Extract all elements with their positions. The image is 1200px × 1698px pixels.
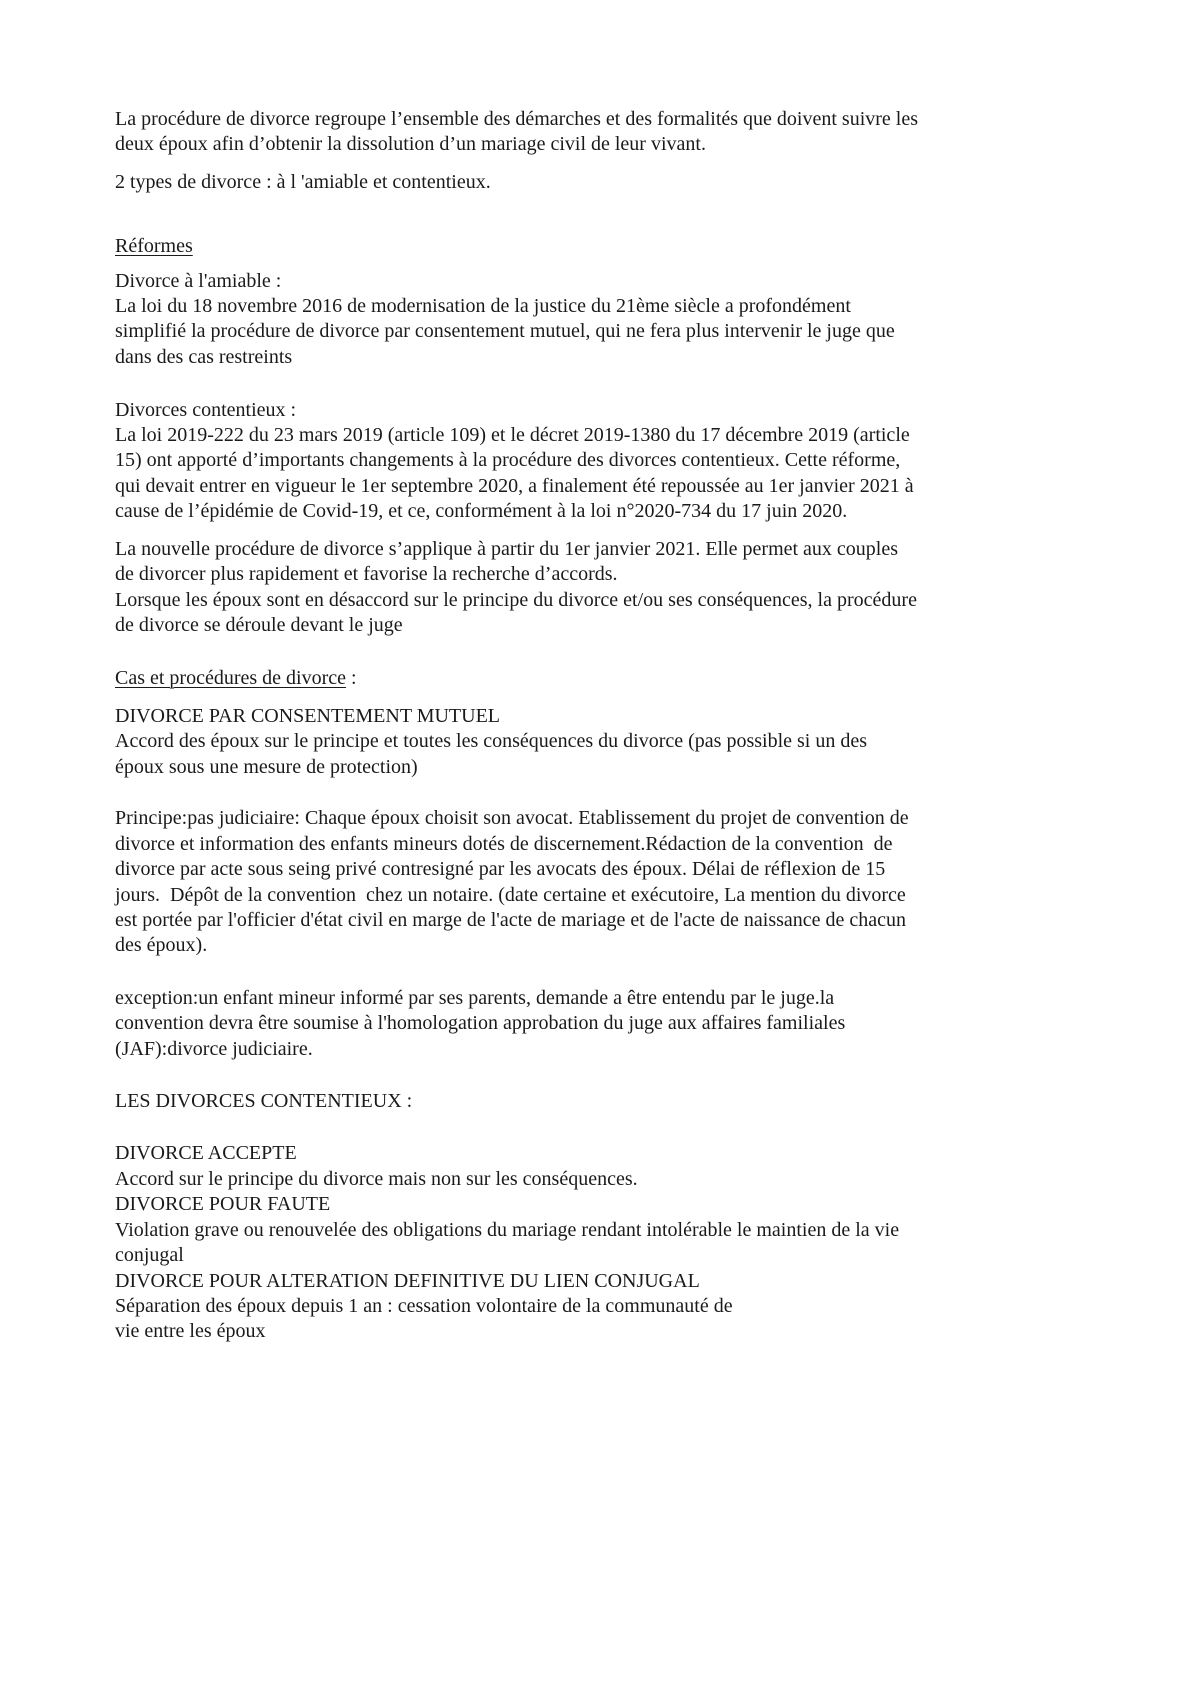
nouvelle-line: de divorce se déroule devant le juge	[115, 614, 403, 636]
nouvelle-line: Lorsque les époux sont en désaccord sur le principe du divorce et/ou ses conséquences, la procédure	[115, 589, 917, 611]
principe-line: des époux).	[115, 934, 208, 956]
accepte-text: Accord sur le principe du divorce mais non sur les conséquences.	[115, 1168, 638, 1190]
amiable-line: simplifié la procédure de divorce par consentement mutuel, qui ne fera plus intervenir le juge que	[115, 320, 895, 342]
principe-line: divorce par acte sous seing privé contresigné par les avocats des époux. Délai de réflexion de 15	[115, 858, 886, 880]
consentement-line: Accord des époux sur le principe et toutes les conséquences du divorce (pas possible si un des	[115, 730, 868, 752]
nouvelle-line: de divorcer plus rapidement et favorise la recherche d’accords.	[115, 563, 618, 585]
alteration-line: vie entre les époux	[115, 1320, 266, 1342]
principe-line: divorce et information des enfants mineurs dotés de discernement.Rédaction de la convention de	[115, 833, 893, 855]
cas-heading: Cas et procédures de divorce	[115, 667, 347, 689]
principe-line: est portée par l'officier d'état civil en marge de l'acte de mariage et de l'acte de naissance de chacun	[115, 909, 907, 931]
contentieux-heading: LES DIVORCES CONTENTIEUX :	[115, 1090, 413, 1112]
intro-line-1: La procédure de divorce regroupe l’ensemble des démarches et des formalités que doivent suivre les	[115, 108, 919, 130]
consentement-line: époux sous une mesure de protection)	[115, 756, 418, 778]
principe-line: jours. Dépôt de la convention chez un notaire. (date certaine et exécutoire, La mention du divorce	[115, 884, 906, 906]
accepte-title: DIVORCE ACCEPTE	[115, 1142, 297, 1164]
consentement-title: DIVORCE PAR CONSENTEMENT MUTUEL	[115, 705, 501, 727]
faute-line: Violation grave ou renouvelée des obligations du mariage rendant intolérable le maintien de la vie	[115, 1219, 900, 1241]
intro-line-2: deux époux afin d’obtenir la dissolution d’un mariage civil de leur vivant.	[115, 133, 706, 155]
contentieux-line: cause de l’épidémie de Covid-19, et ce, conformément à la loi n°2020-734 du 17 juin 2020.	[115, 500, 848, 522]
faute-title: DIVORCE POUR FAUTE	[115, 1193, 331, 1215]
amiable-line: La loi du 18 novembre 2016 de modernisation de la justice du 21ème siècle a profondément	[115, 295, 851, 317]
exception-line: exception:un enfant mineur informé par ses parents, demande a être entendu par le juge.la	[115, 987, 835, 1009]
alteration-title: DIVORCE POUR ALTERATION DEFINITIVE DU LIEN CONJUGAL	[115, 1270, 700, 1292]
cas-heading-line	[115, 665, 357, 693]
exception-line: (JAF):divorce judiciaire.	[115, 1038, 313, 1060]
nouvelle-line: La nouvelle procédure de divorce s’applique à partir du 1er janvier 2021. Elle permet aux couples	[115, 538, 899, 560]
amiable-title: Divorce à l'amiable :	[115, 270, 282, 292]
reformes-heading: Réformes	[115, 235, 193, 257]
exception-line: convention devra être soumise à l'homologation approbation du juge aux affaires familiales	[115, 1012, 846, 1034]
faute-line: conjugal	[115, 1244, 184, 1266]
contentieux-line: qui devait entrer en vigueur le 1er septembre 2020, a finalement été repoussée au 1er janvier 2021 à	[115, 475, 914, 497]
contentieux-title: Divorces contentieux :	[115, 399, 297, 421]
divorce-types: 2 types de divorce : à l 'amiable et contentieux.	[115, 171, 491, 193]
cas-heading-suffix: :	[346, 667, 357, 689]
principe-line: Principe:pas judiciaire: Chaque époux choisit son avocat. Etablissement du projet de convention de	[115, 807, 909, 829]
contentieux-line: 15) ont apporté d’importants changements à la procédure des divorces contentieux. Cette réforme,	[115, 449, 901, 471]
amiable-line: dans des cas restreints	[115, 346, 293, 368]
contentieux-line: La loi 2019-222 du 23 mars 2019 (article 109) et le décret 2019-1380 du 17 décembre 2019 (article	[115, 424, 910, 446]
alteration-line: Séparation des époux depuis 1 an : cessation volontaire de la communauté de	[115, 1295, 733, 1317]
